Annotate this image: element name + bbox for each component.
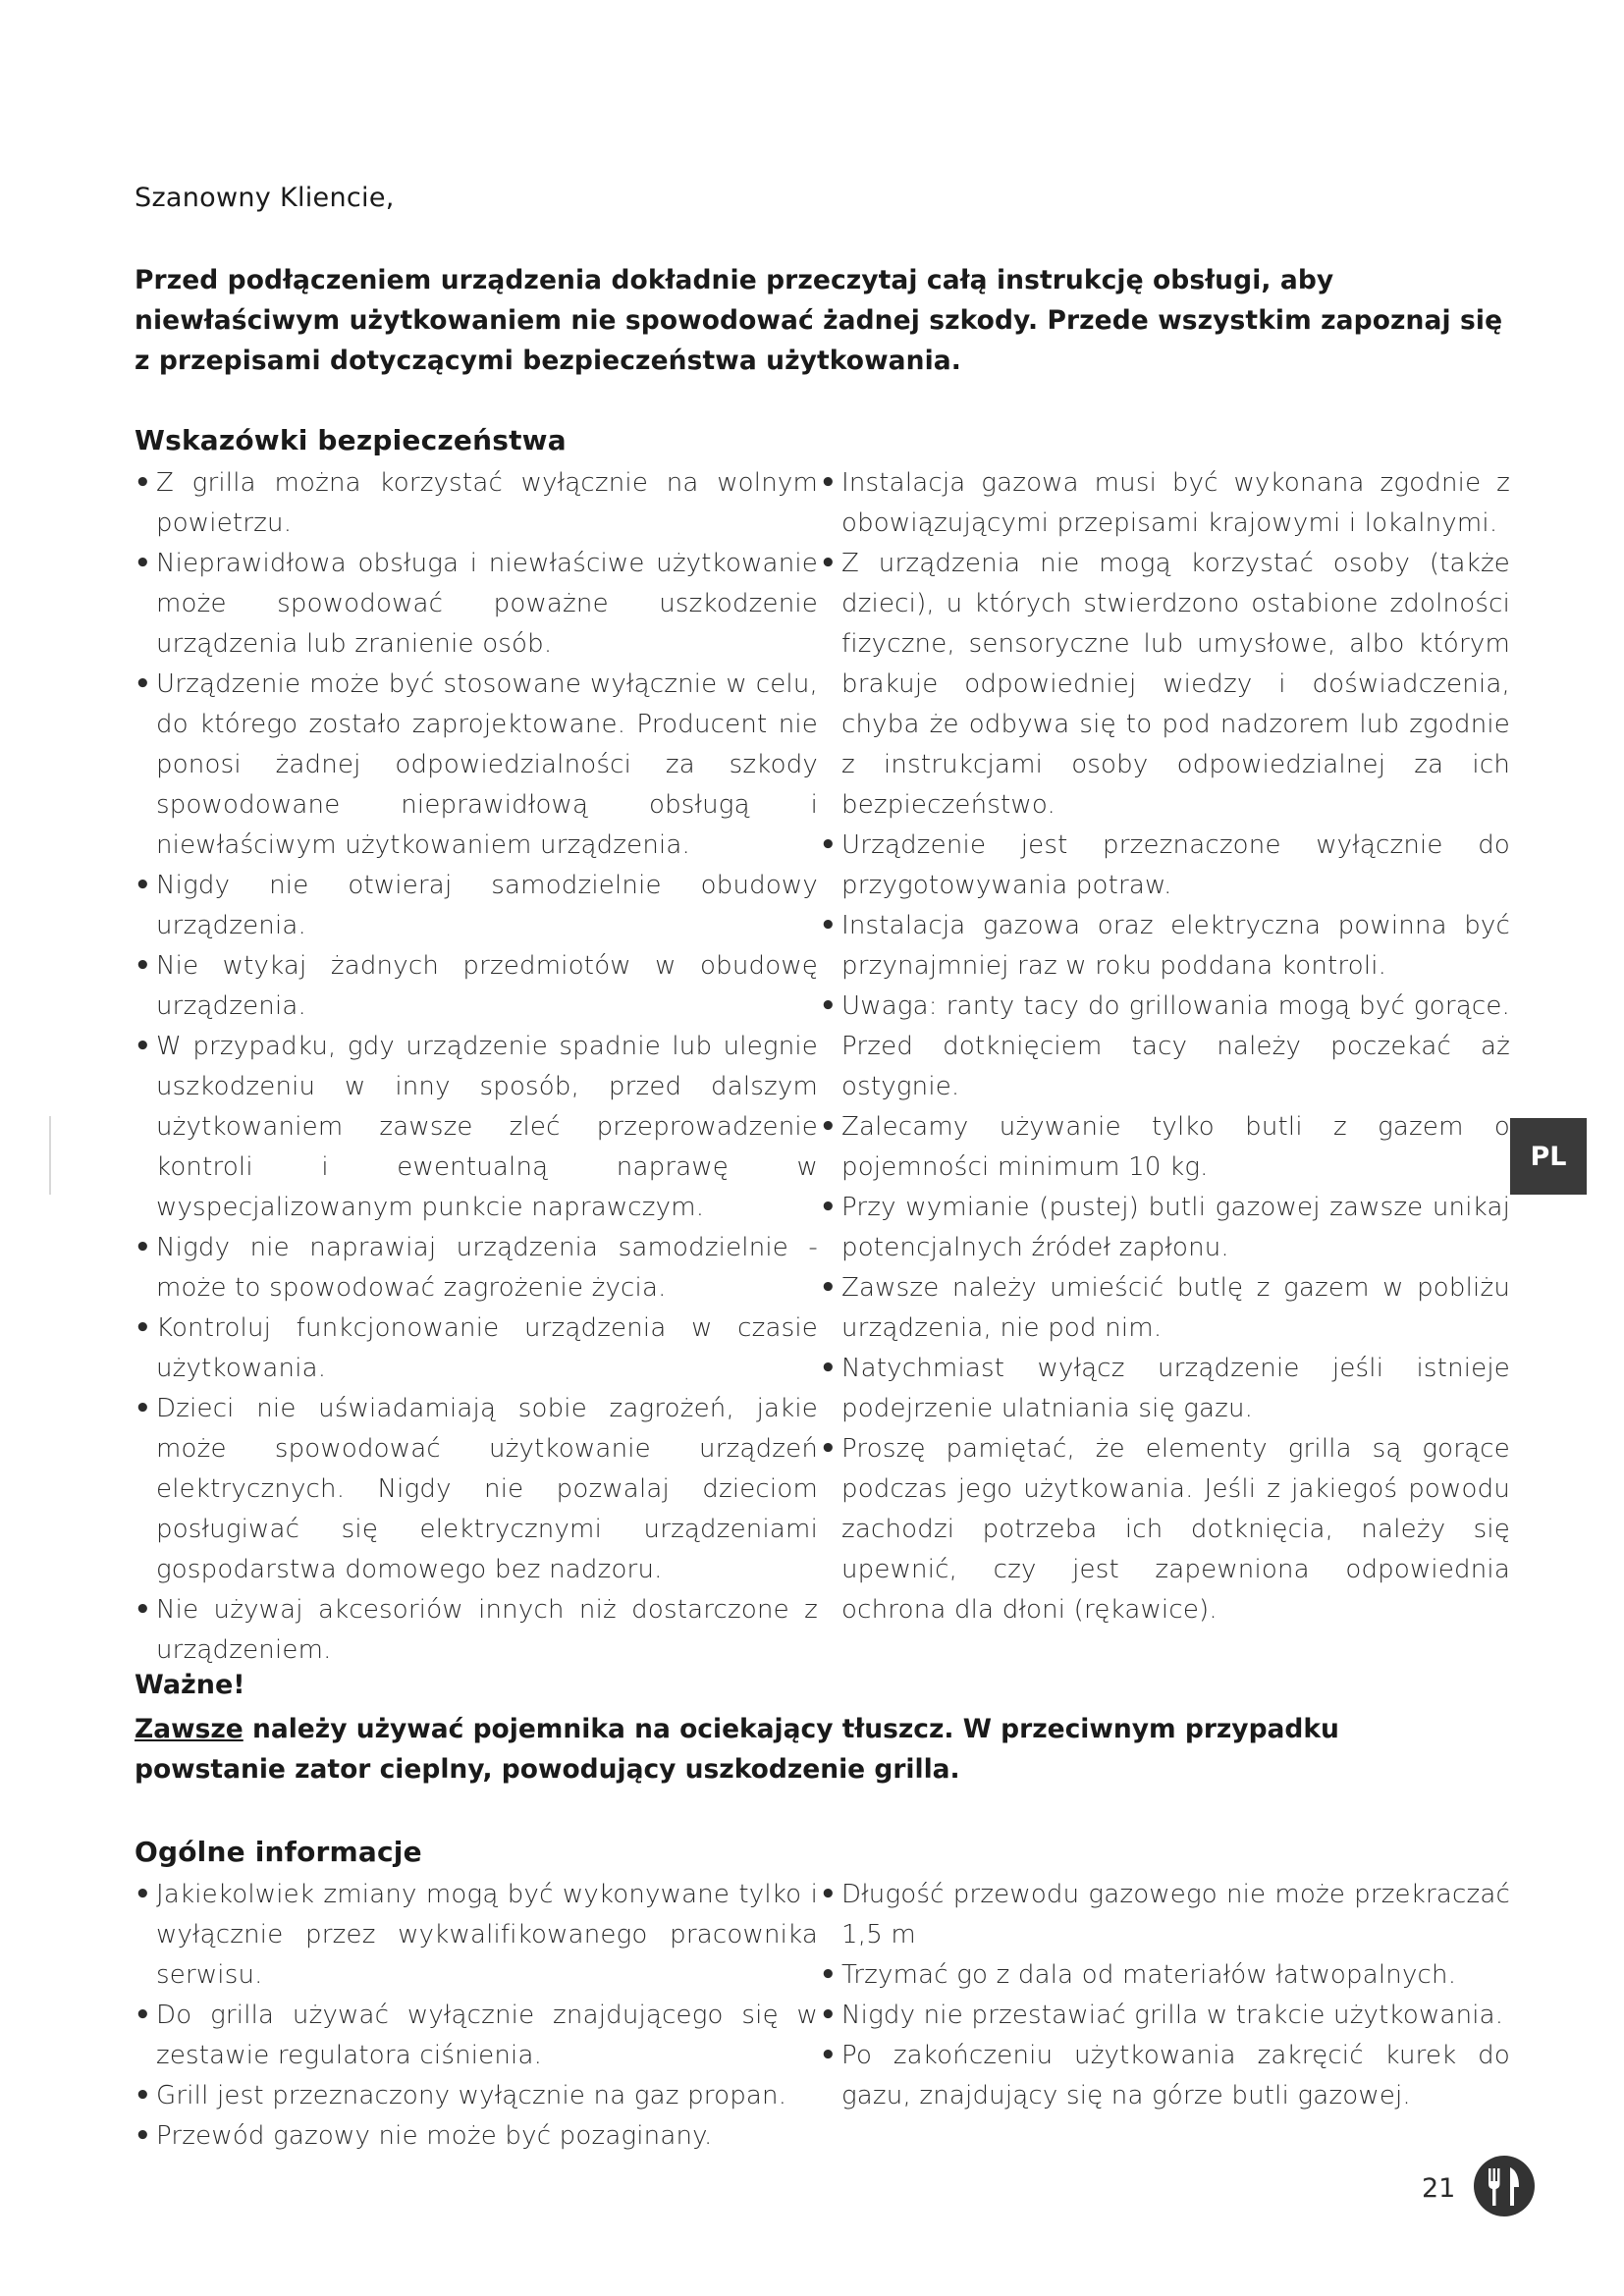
- list-item: • Nie wtykaj żadnych przedmiotów w obudowę urządzenia.: [135, 946, 818, 1027]
- list-item: • Nigdy nie otwieraj samodzielnie obudowy urządzenia.: [135, 866, 818, 946]
- list-item: • Przy wymianie (pustej) butli gazowej zawsze unikaj potencjalnych źródeł zapłonu.: [820, 1188, 1510, 1268]
- list-item: • Jakiekolwiek zmiany mogą być wykonywane tylko i wyłącznie przez wykwalifikowanego pracownika serwisu.: [135, 1875, 818, 1996]
- list-item: • Do grilla używać wyłącznie znajdującego się w zestawie regulatora ciśnienia.: [135, 1996, 818, 2076]
- list-item: • Proszę pamiętać, że elementy grilla są gorące podczas jego użytkowania. Jeśli z jakiegoś powodu zachodzi potrzeba ich dotknięcia, należy się upewnić, czy jest zapewniona odpowiednia ochrona dla dłoni (rękawice).: [820, 1429, 1510, 1630]
- important-body: należy używać pojemnika na ociekający tłuszcz. W przeciwnym przypadku powstanie zator cieplny, powodujący uszkodzenie grilla.: [135, 1714, 1339, 1785]
- list-item: • Dzieci nie uświadamiają sobie zagrożeń, jakie może spowodować użytkowanie urządzeń elektrycznych. Nigdy nie pozwalaj dzieciom posługiwać się elektrycznymi urządzeniami gospodarstwa domowego bez nadzoru.: [135, 1389, 818, 1590]
- list-item: • Urządzenie może być stosowane wyłącznie w celu, do którego zostało zaprojektowane. Producent nie ponosi żadnej odpowiedzialności za szkody spowodowane nieprawidłową obsługą i niewłaściwym użytkowaniem urządzenia.: [135, 665, 818, 866]
- list-item: • Natychmiast wyłącz urządzenie jeśli istnieje podejrzenie ulatniania się gazu.: [820, 1349, 1510, 1429]
- list-item: • Instalacja gazowa oraz elektryczna powinna być przynajmniej raz w roku poddana kontroli.: [820, 906, 1510, 987]
- language-tab: PL: [1510, 1118, 1587, 1195]
- list-item: • Urządzenie jest przeznaczone wyłącznie do przygotowywania potraw.: [820, 826, 1510, 906]
- important-note: [135, 1709, 1411, 1789]
- list-item: • Nigdy nie naprawiaj urządzenia samodzielnie - może to spowodować zagrożenie życia.: [135, 1228, 818, 1308]
- list-item: • Długość przewodu gazowego nie może przekraczać 1,5 m: [820, 1875, 1510, 1955]
- list-item: • Grill jest przeznaczony wyłącznie na gaz propan.: [135, 2076, 818, 2116]
- list-item: • Zalecamy używanie tylko butli z gazem o pojemności minimum 10 kg.: [820, 1107, 1510, 1188]
- list-item: • Po zakończeniu użytkowania zakręcić kurek do gazu, znajdujący się na górze butli gazowej.: [820, 2036, 1510, 2116]
- intro-paragraph: Przed podłączeniem urządzenia dokładnie przeczytaj całą instrukcję obsługi, aby niewłaściwym użytkowaniem nie spowodować żadnej szkody. Przede wszystkim zapoznaj się z przepisami dotyczącymi bezpieczeństwa użytkowania.: [135, 265, 1503, 376]
- general-list-left: [135, 1875, 818, 2157]
- greeting: Szanowny Kliencie,: [135, 183, 395, 213]
- general-list-right: [820, 1875, 1510, 2116]
- margin-mark: [49, 1116, 51, 1195]
- general-heading: Ogólne informacje: [135, 1836, 422, 1868]
- list-item: • Nieprawidłowa obsługa i niewłaściwe użytkowanie może spowodować poważne uszkodzenie urządzenia lub zranienie osób.: [135, 544, 818, 665]
- list-item: • W przypadku, gdy urządzenie spadnie lub ulegnie uszkodzeniu w inny sposób, przed dalszym użytkowaniem zawsze zleć przeprowadzenie kontroli i ewentualną naprawę w wyspecjalizowanym punkcie naprawczym.: [135, 1027, 818, 1228]
- cutlery-logo-icon: [1473, 2155, 1536, 2217]
- safety-heading: Wskazówki bezpieczeństwa: [135, 424, 567, 456]
- list-item: • Zawsze należy umieścić butlę z gazem w pobliżu urządzenia, nie pod nim.: [820, 1268, 1510, 1349]
- list-item: • Instalacja gazowa musi być wykonana zgodnie z obowiązującymi przepisami krajowymi i lokalnymi.: [820, 463, 1510, 544]
- list-item: • Nigdy nie przestawiać grilla w trakcie użytkowania.: [820, 1996, 1510, 2036]
- list-item: • Przewód gazowy nie może być pozaginany.: [135, 2116, 818, 2157]
- list-item: • Nie używaj akcesoriów innych niż dostarczone z urządzeniem.: [135, 1590, 818, 1671]
- list-item: • Z grilla można korzystać wyłącznie na wolnym powietrzu.: [135, 463, 818, 544]
- safety-list-left: [135, 463, 818, 1671]
- list-item: • Trzymać go z dala od materiałów łatwopalnych.: [820, 1955, 1510, 1996]
- important-title: Ważne!: [135, 1670, 245, 1700]
- list-item: • Kontroluj funkcjonowanie urządzenia w czasie użytkowania.: [135, 1308, 818, 1389]
- list-item: • Z urządzenia nie mogą korzystać osoby (także dzieci), u których stwierdzono ostabione zdolności fizyczne, sensoryczne lub umysłowe, albo którym brakuje odpowiedniej wiedzy i doświadczenia, chyba że odbywa się to pod nadzorem lub zgodnie z instrukcjami osoby odpowiedzialnej za ich bezpieczeństwo.: [820, 544, 1510, 826]
- page-number: 21: [1422, 2173, 1456, 2204]
- safety-list-right: [820, 463, 1510, 1630]
- important-emphasis: Zawsze: [135, 1714, 244, 1744]
- list-item: • Uwaga: ranty tacy do grillowania mogą być gorące. Przed dotknięciem tacy należy poczekać aż ostygnie.: [820, 987, 1510, 1107]
